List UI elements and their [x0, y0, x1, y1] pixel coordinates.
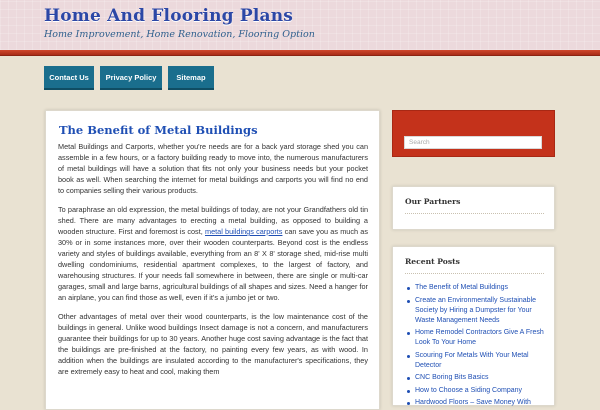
- search-input[interactable]: [404, 136, 542, 149]
- post-paragraph-2: [58, 204, 368, 303]
- site-title[interactable]: Home And Flooring Plans: [44, 6, 294, 26]
- recent-posts-list: [405, 283, 544, 408]
- recent-post-link[interactable]: Scouring For Metals With Your Metal Detector: [407, 351, 544, 371]
- post-paragraph-3: Other advantages of metal over their wood counterparts, is the low maintenance cost of the buildings in general. Unlike wood buildings Insect damage is not a concern, and manufacturers guarantee their buildings for up to 30 years. Another huge cost saving advantage is the fact that the buildings are pre-finished at the factory, no painting every few years, as with wood. In addition when the buildings are insulated according to the manufacturer's specifications, they are extremely easy to heat and cool, making them: [58, 312, 368, 376]
- post-paragraph-2-start: To paraphrase an old expression, the metal buildings of today, are not your Grandfathers old tin shed. There are many advantages to erecting a metal building, as opposed to building a wooden structure. First and foremost is cost,: [58, 205, 368, 236]
- site-tagline: Home Improvement, Home Renovation, Flooring Option: [44, 29, 315, 40]
- post-paragraph-2-end: can save you as much as 30% or in some instances more, over their wooden counterparts. Beyond cost is the endless variety and styles of buildings available, everything from an 8' X 8' storage shed, mid-rise multi dwelling condominiums, residential apartment complexes, to the largest of factory, and warehousing structures. If your needs fall somewhere in between, there are single or multi-car garages, small and large barns, agricultural buildings of all shapes and sizes. Need a hanger for an airplane, you can find those as well, even if it's a jumbo jet or two.: [58, 227, 369, 302]
- header-stripe: [0, 50, 600, 56]
- post-paragraph-1: Metal Buildings and Carports, whether you're needs are for a back yard storage shed you can assemble in a few hours, or a factory building ready to move into, the numerous manufacturers of metal buildings will have a solution that fits not only your business needs but your pocket book as well. When searching the internet for metal buildings and carports you will find no end to companies selling their various products.: [58, 142, 368, 195]
- site-header: [0, 0, 600, 50]
- recent-post-link[interactable]: Home Remodel Contractors Give A Fresh Look To Your Home: [407, 328, 544, 348]
- nav-privacy-policy[interactable]: Privacy Policy: [100, 66, 162, 90]
- recent-post-link[interactable]: How to Choose a Siding Company: [407, 386, 544, 396]
- recent-posts-widget: [392, 246, 555, 406]
- partners-widget: [392, 186, 555, 230]
- nav-sitemap[interactable]: Sitemap: [168, 66, 214, 90]
- recent-post-link[interactable]: The Benefit of Metal Buildings: [407, 283, 544, 293]
- nav-contact-us[interactable]: Contact Us: [44, 66, 94, 90]
- post-panel: [45, 110, 380, 410]
- partners-title: Our Partners: [405, 197, 461, 206]
- recent-post-link[interactable]: Hardwood Floors – Save Money With: [407, 398, 544, 408]
- recent-post-link[interactable]: Create an Environmentally Sustainable Society by Hiring a Dumpster for Your Waste Management Needs: [407, 296, 544, 326]
- widget-divider: [405, 273, 544, 274]
- main-nav: [44, 66, 214, 90]
- recent-posts-title: Recent Posts: [405, 257, 460, 266]
- recent-post-link[interactable]: CNC Boring Bits Basics: [407, 373, 544, 383]
- metal-buildings-carports-link[interactable]: metal buildings carports: [204, 227, 283, 236]
- sidebar-search-widget: [392, 110, 555, 157]
- widget-divider: [405, 213, 544, 214]
- post-title[interactable]: The Benefit of Metal Buildings: [59, 123, 258, 137]
